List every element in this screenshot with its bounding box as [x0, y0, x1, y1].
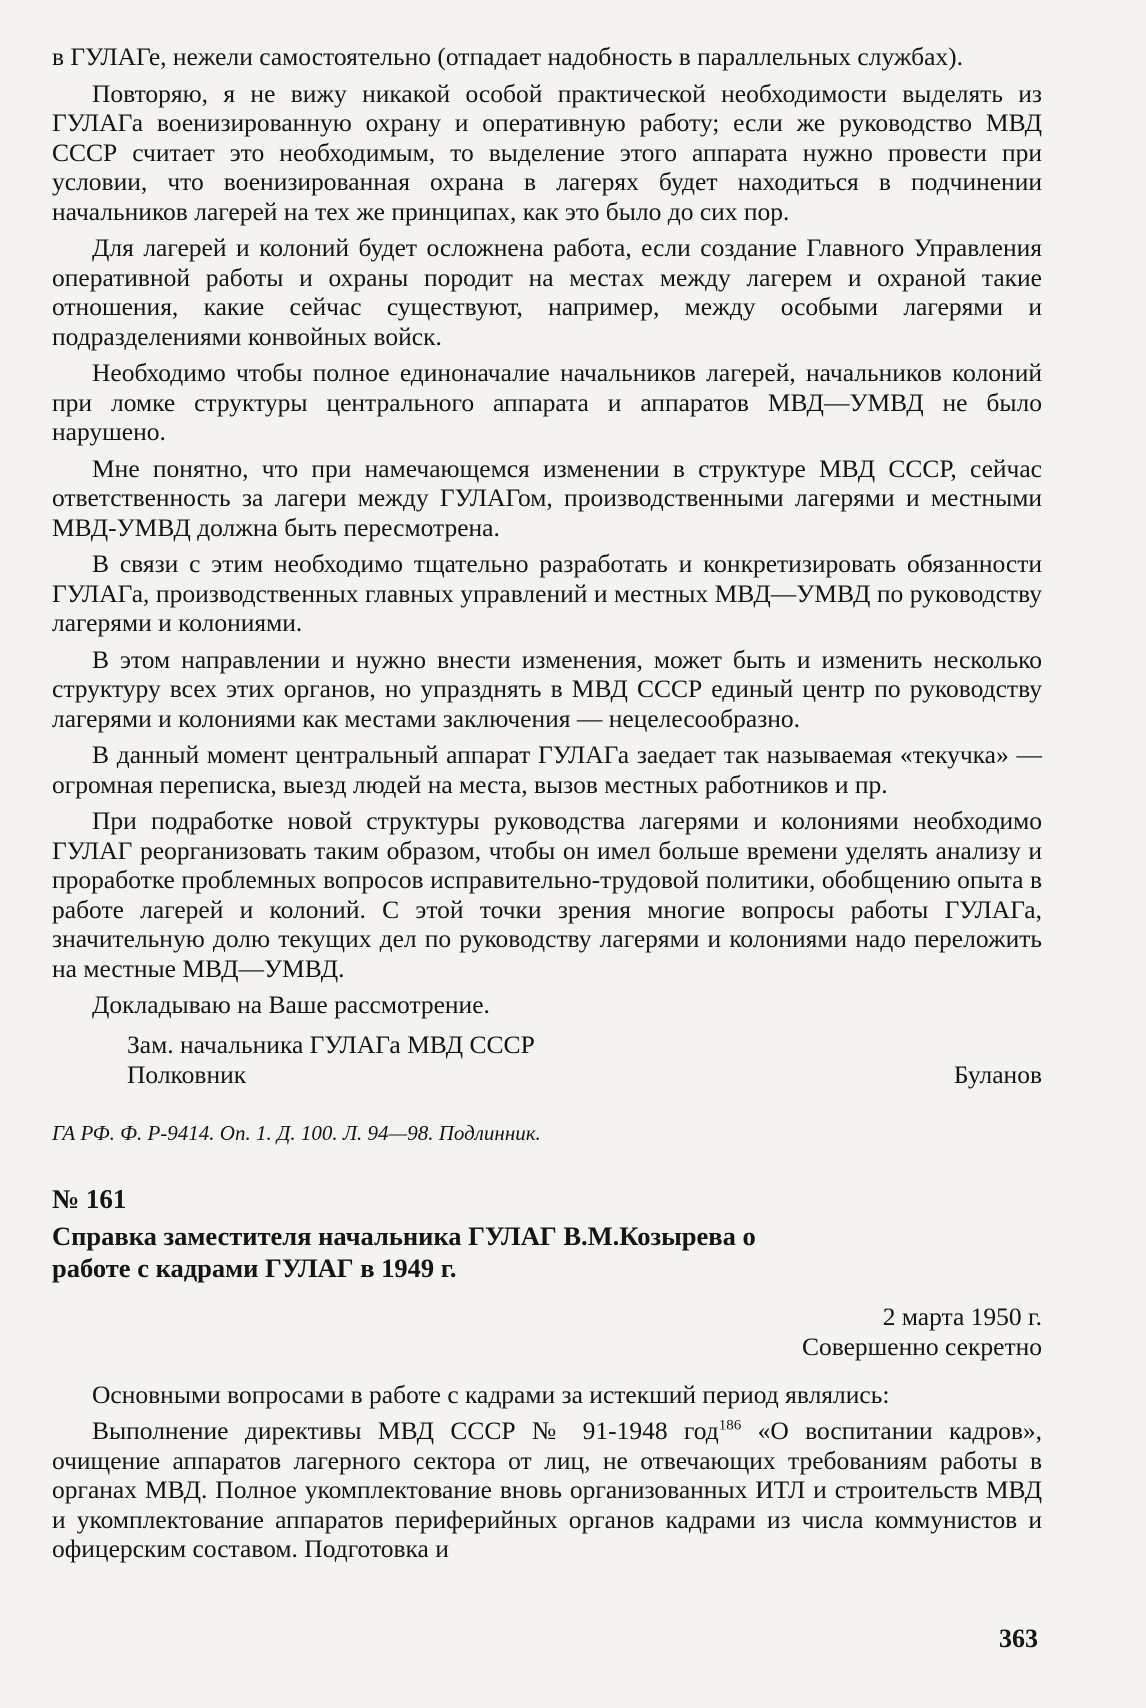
closing-line: Докладываю на Ваше рассмотрение. — [92, 990, 490, 1019]
paragraph: в ГУЛАГе, нежели самостоятельно (отпадает надобность в параллельных службах). — [52, 42, 964, 71]
footnote-reference[interactable]: 186 — [718, 1417, 742, 1434]
document-title: Справка заместителя начальника ГУЛАГ В.М.Козырева о работе с кадрами ГУЛАГ в 1949 г. — [52, 1220, 756, 1283]
paragraph: В связи с этим необходимо тщательно разработать и конкретизировать обязанности ГУЛАГа, производственных главных управлений и местных МВД—УМВД по руководству лагерями и колониями. — [52, 549, 1042, 637]
signature-rank: Полковник — [127, 1059, 247, 1089]
paragraph — [52, 1416, 1042, 1564]
body-text-bottom — [52, 1380, 1042, 1564]
document-classification: Совершенно секретно — [801, 1331, 1042, 1361]
document-number: № 161 — [52, 1183, 127, 1214]
paragraph: Мне понятно, что при намечающемся изменении в структуре МВД СССР, сейчас ответственность за лагери между ГУЛАГом, производственными лагерями и местными МВД-УМВД должна быть пересмотрена. — [52, 453, 1042, 542]
page-number: 363 — [999, 1624, 1038, 1653]
document-meta — [52, 1302, 1042, 1362]
paragraph: При подработке новой структуры руководства лагерями и колониями необходимо ГУЛАГ реорганизовать таким образом, чтобы он имел больше времени уделять анализу и проработке проблемных вопросов исправительно-трудовой политики, обобщению опыта в работе лагерей и колоний. С этой точки зрения многие вопросы работы ГУЛАГа, значительную долю текущих дел по руководству лагерями и колониями надо переложить на местные МВД—УМВД. — [52, 806, 1042, 983]
signature-name: Буланов — [953, 1059, 1042, 1089]
archive-source-note: ГА РФ. Ф. Р-9414. Оп. 1. Д. 100. Л. 94—98. Подлинник. — [52, 1120, 541, 1145]
paragraph: В этом направлении и нужно внести изменения, может быть и изменить несколько структуру всех этих органов, но упразднять в МВД СССР единый центр по руководству лагерями и колониями как местами заключения — нецелесообразно. — [52, 644, 1042, 733]
paragraph: Необходимо чтобы полное единоначалие начальников лагерей, начальников колоний при ломке структуры центрального аппарата и аппаратов МВД—УМВД не было нарушено. — [52, 358, 1042, 446]
document-date: 2 марта 1950 г. — [882, 1301, 1042, 1331]
signature-position: Зам. начальника ГУЛАГа МВД СССР — [127, 1029, 535, 1059]
paragraph: Для лагерей и колоний будет осложнена работа, если создание Главного Управления оперативной работы и охраны породит на местах между лагерем и охраной такие отношения, какие сейчас существуют, например, между особыми лагерями и подразделениями конвойных войск. — [52, 233, 1042, 351]
document-page — [52, 42, 1042, 1682]
directive-text: Выполнение директивы МВД СССР № 91-1948 год — [92, 1416, 719, 1445]
signature-block — [52, 1030, 1042, 1090]
body-text — [52, 42, 1042, 1020]
signature-row — [127, 1060, 1042, 1090]
paragraph: Повторяю, я не вижу никакой особой практической необходимости выделять из ГУЛАГа военизированную охрану и оперативную работу; если же руководство МВД СССР считает это необходимым, то выделение этого аппарата нужно провести при условии, что военизированная охрана в лагерях будет находиться в подчинении начальников лагерей на тех же принципах, как это было до сих пор. — [52, 78, 1042, 226]
directive-text-continued: «О воспитании кадров», очищение аппаратов лагерного сектора от лиц, не отвечающих требованиям работы в органах МВД. Полное укомплектование вновь организованных ИТЛ и строительств МВД и укомплектование аппаратов периферийных органов кадрами из числа коммунистов и офицерским составом. Подготовка и — [52, 1416, 1043, 1563]
paragraph: В данный момент центральный аппарат ГУЛАГа заедает так называемая «текучка» — огромная переписка, выезд людей на места, вызов местных работников и пр. — [52, 740, 1042, 799]
paragraph: Основными вопросами в работе с кадрами за истекший период являлись: — [92, 1379, 890, 1409]
